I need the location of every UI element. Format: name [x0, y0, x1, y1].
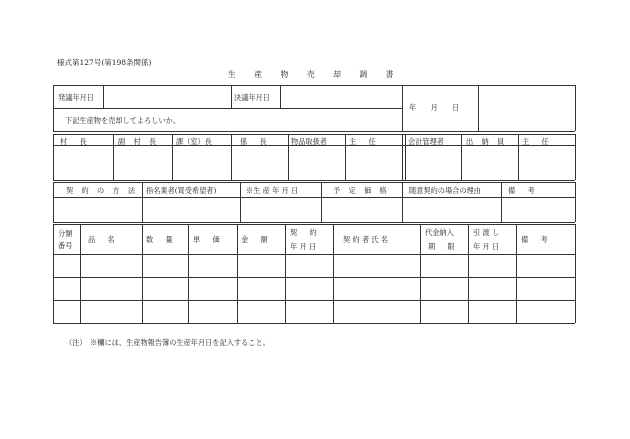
approval-deputy-mayor: 副 村 長 [118, 137, 160, 146]
contract-date-header-1: 契 約 [290, 228, 322, 237]
designated-vendor-label: 指名業者(買受希望者) [146, 186, 217, 195]
footnote: （注） ※欄には、生産物報告簿の生産年月日を記入すること。 [65, 338, 270, 347]
payment-deadline-header-1: 代金納入 [425, 228, 454, 237]
approval-goods-handler: 物品取扱者 [291, 137, 327, 146]
approval-officer-1: 主 任 [349, 137, 381, 146]
negotiated-contract-reason-label: 随意契約の場合の理由 [409, 186, 481, 195]
approval-mayor: 村 長 [60, 137, 92, 146]
approval-section-chief: 課（室）長 [176, 137, 212, 146]
quantity-header: 数 量 [146, 235, 178, 244]
items-remarks-header: 備 考 [521, 235, 553, 244]
sale-request-text: 下記生産物を売却してよろしいか。 [65, 116, 181, 125]
contract-date-header-2: 年 月 日 [290, 242, 317, 251]
decision-date-label: 決議年月日 [234, 93, 270, 102]
proposal-date-label: 発議年月日 [58, 93, 94, 102]
contractor-name-header: 契 約 者 氏 名 [343, 235, 389, 244]
item-name-header: 品 名 [88, 235, 120, 244]
form-reference: 様式第127号(第198条関係) [57, 58, 152, 67]
approval-accounting-manager: 会計管理者 [408, 137, 444, 146]
form-title: 生 産 物 売 却 調 書 [228, 70, 402, 79]
class-number-header-1: 分類 [58, 229, 73, 238]
contract-remarks-label: 備 考 [508, 186, 540, 195]
delivery-date-header-1: 引 渡 し [473, 228, 500, 237]
delivery-date-header-2: 年 月 日 [473, 242, 500, 251]
unit-price-header: 単 価 [193, 235, 225, 244]
date-field: 年 月 日 [409, 103, 460, 112]
amount-header: 金 額 [241, 235, 273, 244]
production-date-label: ※生 産 年 月 日 [246, 186, 299, 195]
class-number-header-2: 番号 [58, 241, 73, 250]
estimated-price-label: 予 定 価 格 [333, 186, 390, 195]
approval-officer-2: 主 任 [522, 137, 554, 146]
approval-subsection-chief: 係 長 [240, 137, 272, 146]
contract-method-label: 契 約 の 方 法 [66, 186, 139, 195]
payment-deadline-header-2: 期 限 [428, 242, 460, 251]
approval-cashier: 出 納 員 [466, 137, 508, 146]
